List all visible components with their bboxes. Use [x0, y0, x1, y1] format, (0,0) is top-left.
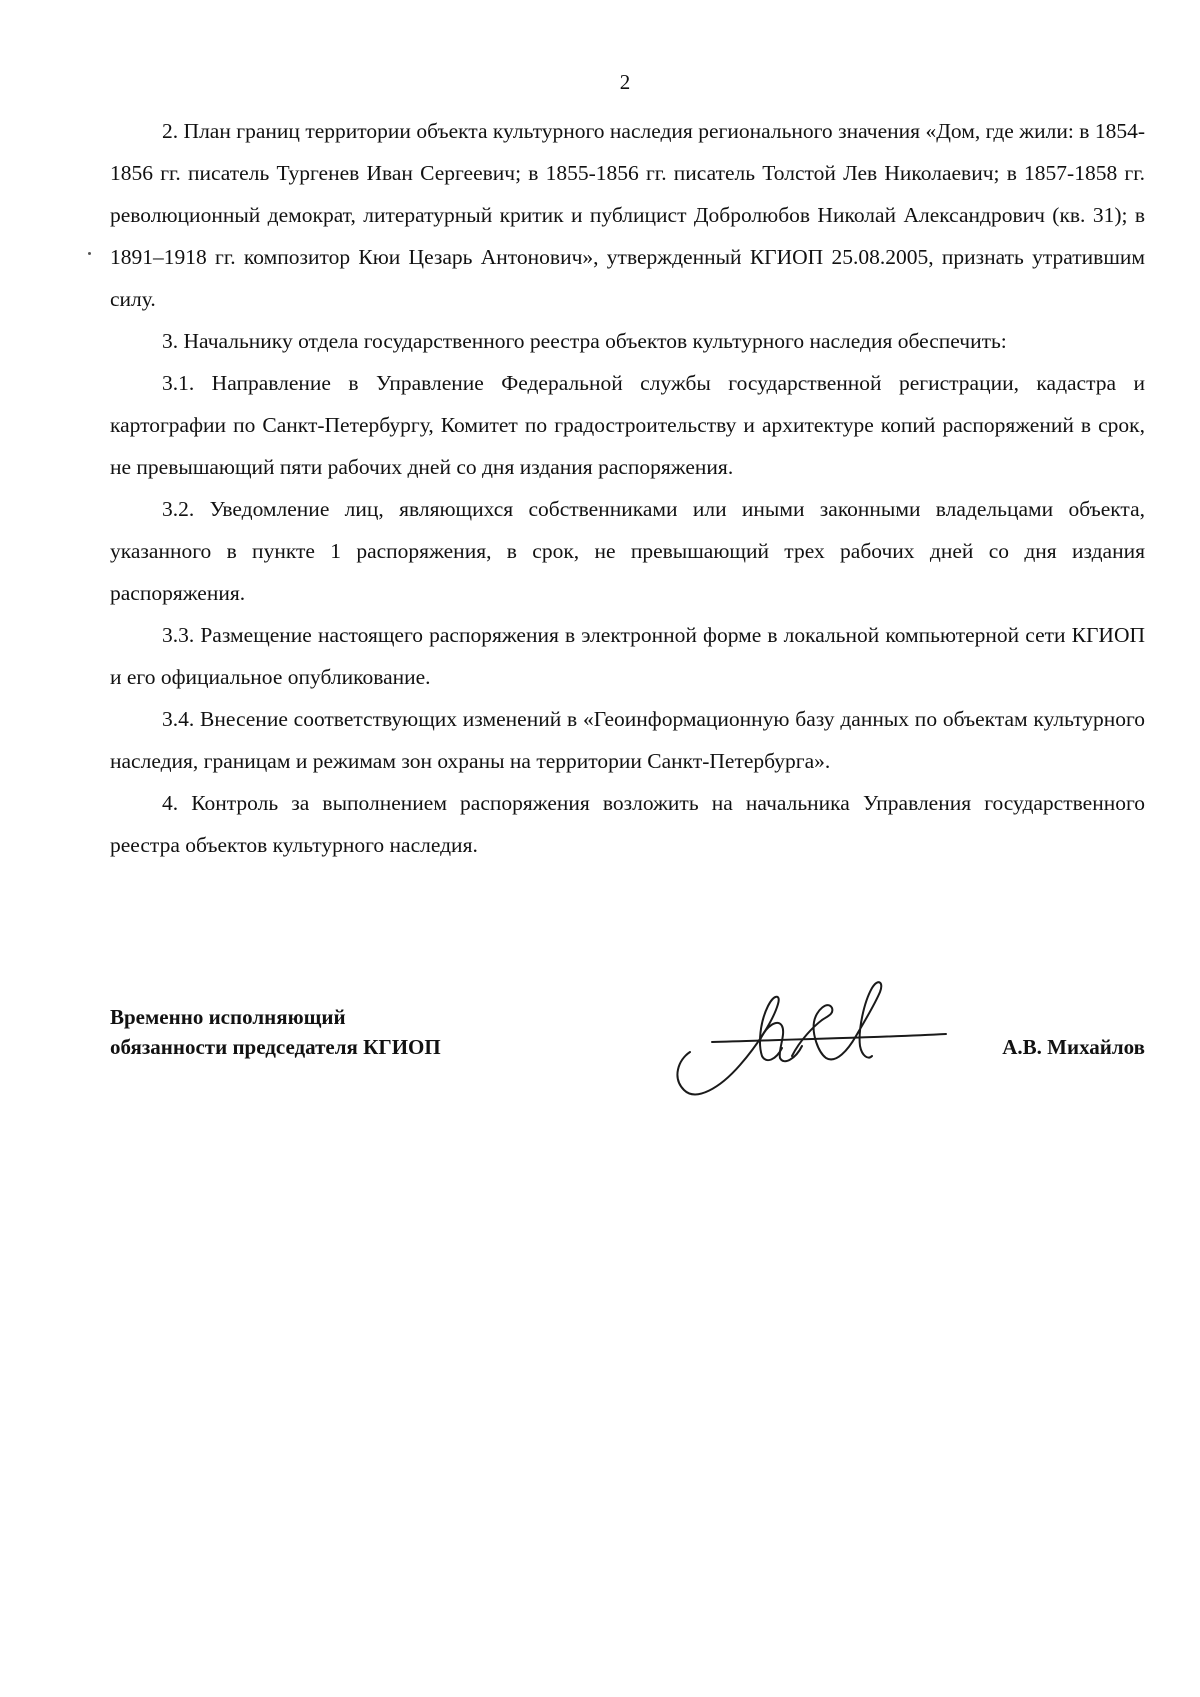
document-body [110, 110, 1145, 866]
signatory-position-line2: обязанности председателя КГИОП [110, 1035, 441, 1059]
page-number: 2 [619, 70, 631, 94]
paragraph-3: 3. Начальнику отдела государственного реестра объектов культурного наследия обеспечить: [162, 329, 1007, 353]
paragraph-3-2: 3.2. Уведомление лиц, являющихся собственниками или иными законными владельцами объекта, указанного в пункте 1 распоряжения, в срок, не превышающий трех рабочих дней со дня издания распоряжения. [110, 497, 1145, 605]
scan-speck [88, 252, 91, 255]
paragraph-3-1: 3.1. Направление в Управление Федеральной службы государственной регистрации, кадастра и картографии по Санкт-Петербургу, Комитет по градостроительству и архитектуре копий распоряжений в срок, не превышающий пяти рабочих дней со дня издания распоряжения. [110, 371, 1145, 479]
signatory-position-line1: Временно исполняющий [110, 1005, 346, 1029]
paragraph-2: 2. План границ территории объекта культурного наследия регионального значения «Дом, где жили: в 1854-1856 гг. писатель Тургенев Иван Сергеевич; в 1855-1856 гг. писатель Толстой Лев Николаевич; в 1857-1858 гг. революционный демократ, литературный критик и публицист Добролюбов Николай Александрович (кв. 31); в 1891–1918 гг. композитор Кюи Цезарь Антонович», утвержденный КГИОП 25.08.2005, признать утратившим силу. [110, 119, 1145, 311]
signatory-position [110, 1002, 441, 1062]
signatory-name: А.В. Михайлов [1002, 1035, 1145, 1059]
signature-block [110, 1002, 1145, 1122]
paragraph-3-3: 3.3. Размещение настоящего распоряжения в электронной форме в локальной компьютерной сети КГИОП и его официальное опубликование. [110, 623, 1145, 689]
paragraph-3-4: 3.4. Внесение соответствующих изменений в «Геоинформационную базу данных по объектам культурного наследия, границам и режимам зон охраны на территории Санкт-Петербурга». [110, 707, 1145, 773]
handwritten-signature [650, 960, 950, 1110]
paragraph-4: 4. Контроль за выполнением распоряжения возложить на начальника Управления государственного реестра объектов культурного наследия. [110, 791, 1145, 857]
